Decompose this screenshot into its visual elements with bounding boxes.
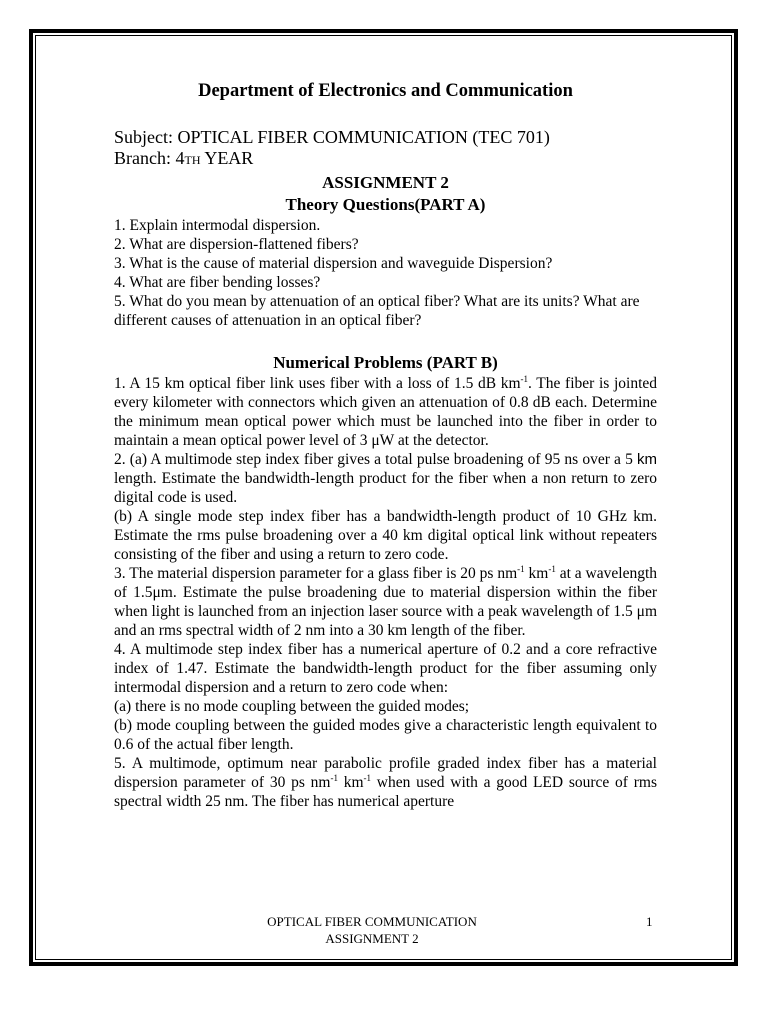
part-b-problem-2b: (b) A single mode step index fiber has a bandwidth-length product of 10 GHz km. Estimate the rms pulse broadening over a 40 km digital optical link without repeaters consisting of the fiber and using a return to zero code.: [114, 508, 657, 563]
problem-1-exponent: -1: [520, 373, 529, 384]
part-b-problem-3: [114, 564, 657, 640]
part-b-problem-2a: [114, 450, 657, 507]
problem-2a-text-b: length. Estimate the bandwidth-length product for the fiber when a non return to zero digital code is used.: [114, 470, 657, 506]
problem-5-text-a: 5. A multimode, optimum near parabolic profile graded index fiber has a material dispersion parameter of 30 ps nm: [114, 755, 657, 791]
part-a-question-2: 2. What are dispersion-flattened fibers?: [114, 236, 359, 253]
problem-2a-km: km: [637, 451, 657, 468]
page-number: 1: [646, 914, 653, 929]
part-a-question-3: 3. What is the cause of material dispersion and waveguide Dispersion?: [114, 255, 553, 272]
part-b-problem-5: [114, 754, 657, 811]
part-b-problem-4b: (b) mode coupling between the guided modes give a characteristic length equivalent to 0.6 of the actual fiber length.: [114, 717, 657, 753]
part-b-problem-4: 4. A multimode step index fiber has a numerical aperture of 0.2 and a core refractive index of 1.47. Estimate the bandwidth-length product for the fiber assuming only intermodal dispersion and a return to zero code when:: [114, 641, 657, 696]
problem-3-text-a: 3. The material dispersion parameter for a glass fiber is 20 ps nm: [114, 565, 518, 582]
part-a-question-4: 4. What are fiber bending losses?: [114, 274, 321, 291]
assignment-title: ASSIGNMENT 2: [322, 173, 449, 192]
page-footer: [232, 913, 512, 947]
problem-3-text-b: km: [524, 565, 549, 582]
problem-1-text-b: . The fiber is jointed every kilometer with connectors which given an attenuation of 0.8 dB each. Determine the minimum mean optical power which must be launched into the fiber in order to maintain a mean optical power level of 3 μW at the detector.: [114, 375, 658, 449]
part-a-title: Theory Questions(PART A): [285, 195, 486, 214]
part-a-question-1: 1. Explain intermodal dispersion.: [114, 217, 321, 234]
department-title: Department of Electronics and Communication: [198, 81, 573, 101]
problem-3-exponent-2: -1: [548, 563, 556, 574]
subject-line: Subject: OPTICAL FIBER COMMUNICATION (TEC 701): [114, 127, 550, 147]
footer-line-1: OPTICAL FIBER COMMUNICATION: [267, 914, 477, 929]
footer-line-2: ASSIGNMENT 2: [325, 931, 419, 946]
problem-2a-text-a: 2. (a) A multimode step index fiber gives a total pulse broadening of 95 ns over a 5: [114, 451, 637, 468]
problem-1-text-a: 1. A 15 km optical fiber link uses fiber with a loss of 1.5 dB km: [114, 375, 521, 392]
problem-3-exponent-1: -1: [517, 563, 525, 574]
document-body: [114, 78, 657, 811]
part-a-question-5: 5. What do you mean by attenuation of an optical fiber? What are its units? What are different causes of attenuation in an optical fiber?: [114, 293, 640, 329]
branch-year: YEAR: [200, 148, 254, 168]
part-b-title: Numerical Problems (PART B): [273, 353, 498, 372]
problem-5-text-c: when used with a good LED source of rms spectral width 25 nm. The fiber has numerical aperture: [114, 774, 657, 810]
part-b-problem-1: [114, 374, 657, 450]
problem-5-exponent-1: -1: [330, 772, 338, 783]
problem-5-exponent-2: -1: [363, 772, 372, 783]
branch-suffix-th: TH: [184, 153, 201, 167]
part-b-problem-4a: (a) there is no mode coupling between the guided modes;: [114, 698, 470, 715]
branch-line: [114, 148, 657, 171]
problem-3-text-c: at a wavelength of 1.5μm. Estimate the pulse broadening due to material dispersion within the fiber when light is launched from an injection laser source with a peak wavelength of 1.5 μm and an rms spectral width of 2 nm into a 30 km length of the fiber.: [114, 565, 658, 639]
problem-5-text-b: km: [337, 774, 364, 791]
branch-prefix: Branch: 4: [114, 148, 185, 168]
